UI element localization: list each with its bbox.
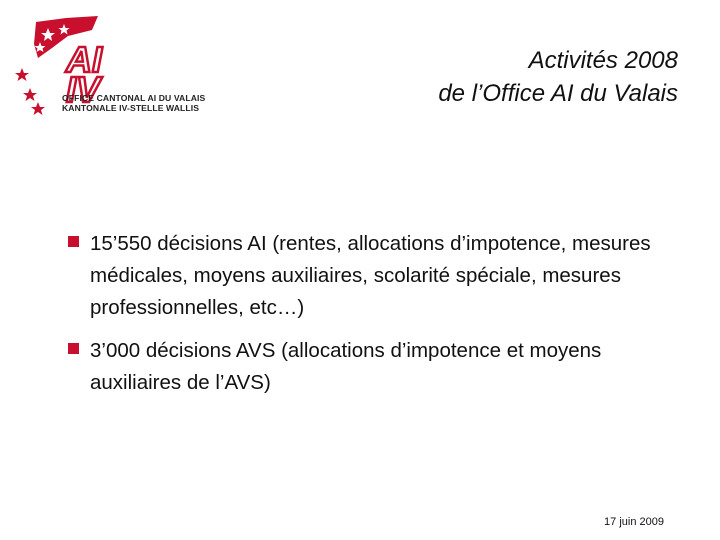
list-item [68,335,688,399]
logo-iv-text: IV [66,69,101,110]
office-ai-logo [8,14,208,124]
square-bullet-icon [68,236,79,247]
list-item [68,228,688,324]
page-title [438,44,678,110]
logo-org-line-2: KANTONALE IV-STELLE WALLIS [62,103,200,113]
footer-date: 17 juin 2009 [604,516,664,528]
bullet-text: 15’550 décisions AI (rentes, allocations d’impotence, mesures médicales, moyens auxiliaires, scolarité spéciale, mesures professionnelles, etc…) [90,232,651,319]
title-line-1: Activités 2008 [528,47,678,74]
title-line-2: de l’Office AI du Valais [438,80,678,107]
bullet-list [68,228,688,410]
logo-ai-text: AI [66,39,102,80]
bullet-text: 3’000 décisions AVS (allocations d’impotence et moyens auxiliaires de l’AVS) [90,339,602,394]
square-bullet-icon [68,343,79,354]
logo-org-line-1: OFFICE CANTONAL AI DU VALAIS [62,93,206,103]
